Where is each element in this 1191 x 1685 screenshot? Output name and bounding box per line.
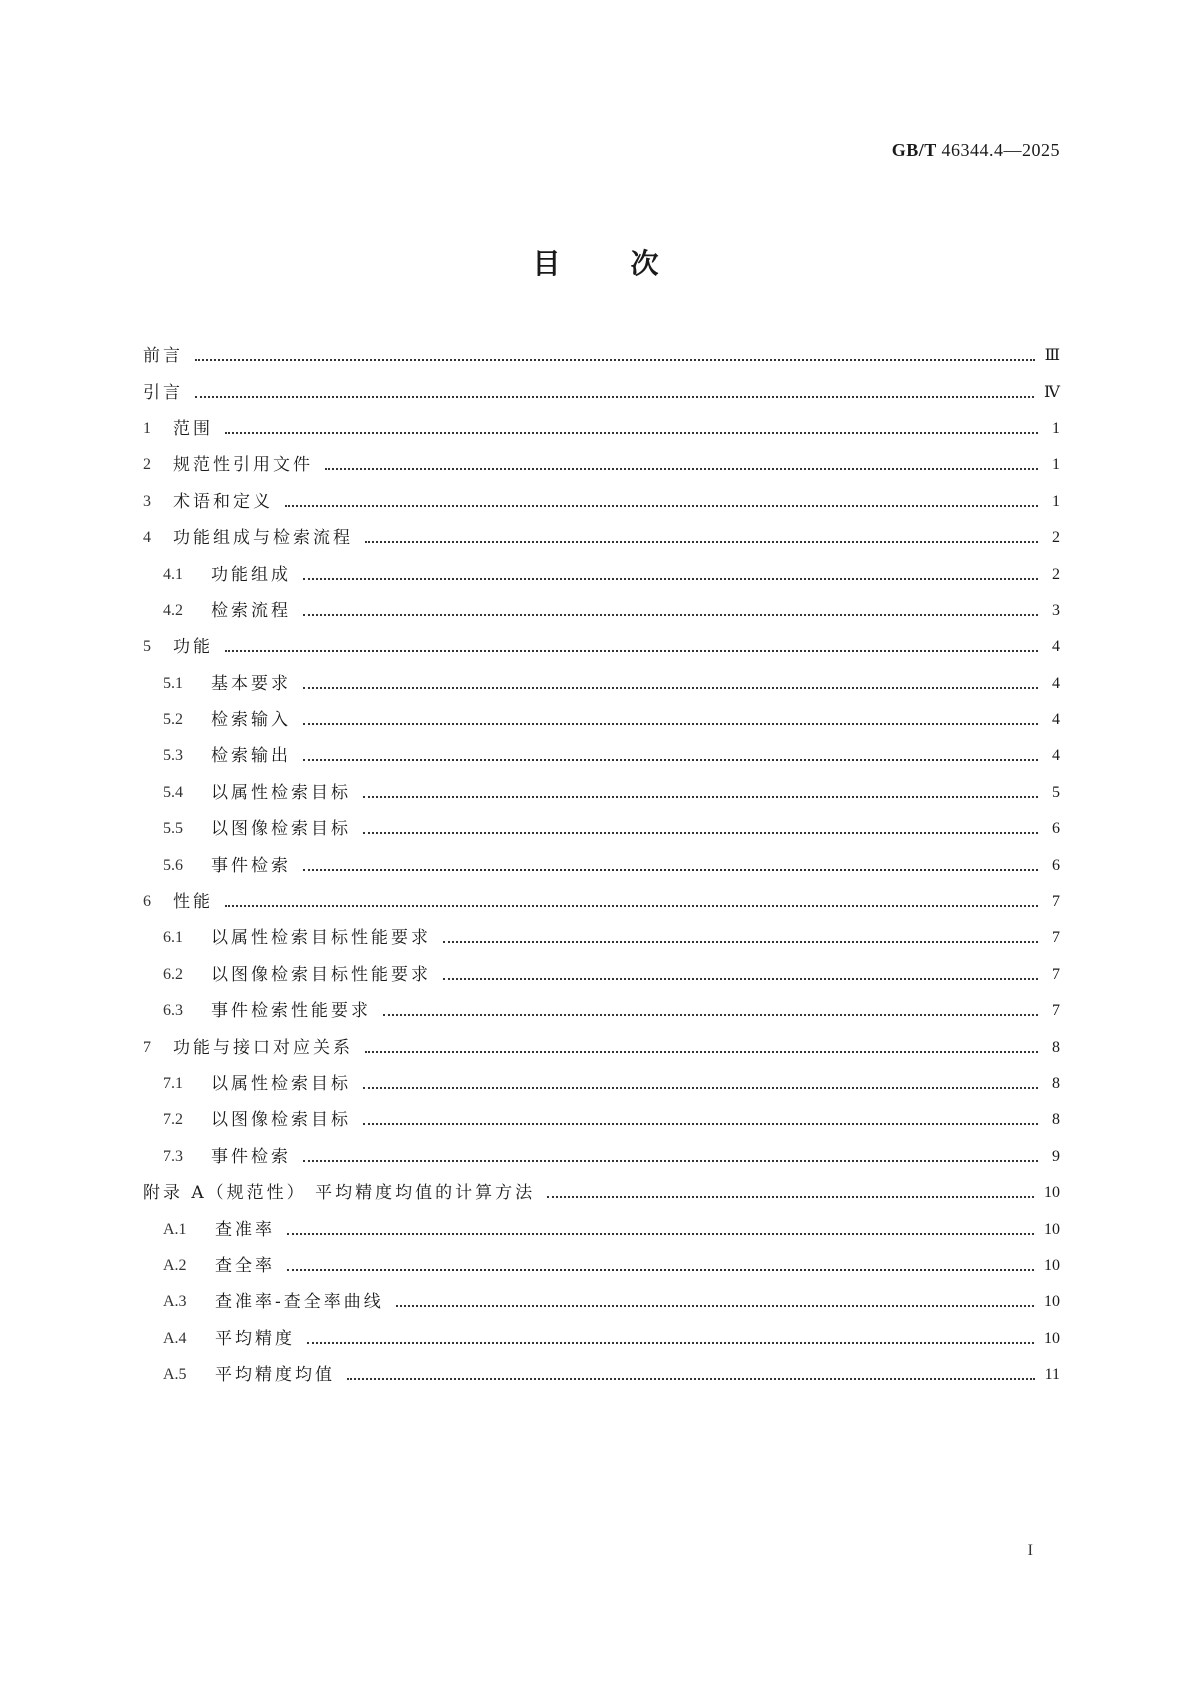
toc-entry-number: A.5 (163, 1366, 187, 1384)
table-of-contents (143, 338, 1060, 1393)
toc-entry-number: 3 (143, 492, 151, 510)
toc-entry-label: 查全率 (215, 1255, 275, 1276)
toc-leader-dots (303, 759, 1038, 761)
toc-leader-dots (396, 1305, 1034, 1307)
toc-leader-dots (303, 578, 1038, 580)
toc-entry[interactable] (143, 884, 1060, 920)
toc-entry[interactable] (143, 1321, 1060, 1357)
toc-entry-label: 以图像检索目标性能要求 (211, 964, 431, 985)
toc-leader-dots (363, 832, 1038, 834)
toc-entry[interactable] (143, 1357, 1060, 1393)
toc-entry-page: 4 (1052, 711, 1060, 729)
toc-entry-number: 4 (143, 529, 151, 547)
toc-entry-number: 6.1 (163, 929, 183, 947)
toc-leader-dots (363, 1087, 1038, 1089)
toc-entry[interactable] (143, 1029, 1060, 1065)
toc-leader-dots (287, 1269, 1034, 1271)
toc-entry-page: 11 (1044, 1366, 1060, 1384)
toc-entry-page: 5 (1052, 783, 1060, 801)
toc-entry-label: 检索输入 (211, 710, 291, 731)
toc-entry-label: 引言 (143, 382, 183, 403)
toc-leader-dots (307, 1342, 1034, 1344)
toc-entry-page: 7 (1052, 1002, 1060, 1020)
toc-leader-dots (195, 396, 1034, 398)
toc-entry-label: 基本要求 (211, 673, 291, 694)
toc-entry-label: 平均精度均值 (215, 1365, 335, 1386)
toc-entry-label: 范围 (173, 418, 213, 439)
toc-entry-label: 性能 (173, 892, 213, 913)
toc-entry-label: 查准率 (215, 1219, 275, 1240)
toc-entry[interactable] (143, 738, 1060, 774)
toc-entry-number: 1 (143, 419, 151, 437)
toc-leader-dots (303, 723, 1038, 725)
toc-entry-label: 检索输出 (211, 746, 291, 767)
toc-entry-page: 8 (1052, 1038, 1060, 1056)
toc-entry-page: 4 (1052, 638, 1060, 656)
toc-entry-page: 7 (1052, 893, 1060, 911)
toc-entry-page: 1 (1052, 456, 1060, 474)
toc-entry-number: 2 (143, 456, 151, 474)
toc-entry-page: 10 (1044, 1220, 1060, 1238)
toc-entry-label: 平均精度 (215, 1328, 295, 1349)
toc-entry-page: 1 (1052, 419, 1060, 437)
toc-entry-label: 事件检索 (211, 1146, 291, 1167)
toc-entry-page: 9 (1052, 1147, 1060, 1165)
toc-entry-page: 10 (1044, 1256, 1060, 1274)
toc-entry[interactable] (143, 920, 1060, 956)
toc-entry[interactable] (143, 702, 1060, 738)
toc-entry[interactable] (143, 1102, 1060, 1138)
toc-leader-dots (365, 541, 1038, 543)
toc-entry-label: 事件检索 (211, 855, 291, 876)
toc-entry[interactable] (143, 447, 1060, 483)
page-number: I (1027, 1542, 1033, 1559)
toc-leader-dots (225, 905, 1038, 907)
toc-entry-label: 功能组成 (211, 564, 291, 585)
toc-entry-label: 检索流程 (211, 600, 291, 621)
toc-entry-number: A.1 (163, 1220, 187, 1238)
document-number: 46344.4—2025 (941, 140, 1060, 160)
toc-entry[interactable] (143, 484, 1060, 520)
toc-entry-number: 6.3 (163, 1002, 183, 1020)
toc-leader-dots (443, 941, 1038, 943)
toc-entry[interactable] (143, 556, 1060, 592)
toc-entry-number: A.2 (163, 1256, 187, 1274)
toc-entry-label: 功能与接口对应关系 (173, 1037, 353, 1058)
toc-entry-label: 术语和定义 (173, 491, 273, 512)
toc-leader-dots (285, 505, 1038, 507)
toc-leader-dots (195, 359, 1035, 361)
toc-entry[interactable] (143, 374, 1060, 410)
toc-entry-number: 5.5 (163, 820, 183, 838)
toc-entry-number: 5.3 (163, 747, 183, 765)
toc-entry[interactable] (143, 1175, 1060, 1211)
toc-entry-label: 以属性检索目标 (211, 782, 351, 803)
toc-leader-dots (225, 432, 1038, 434)
toc-entry-page: Ⅳ (1044, 383, 1060, 401)
toc-entry-number: 7.2 (163, 1111, 183, 1129)
toc-entry-label: 以图像检索目标 (211, 1110, 351, 1131)
toc-leader-dots (287, 1233, 1034, 1235)
toc-entry-number: 5.2 (163, 711, 183, 729)
toc-entry[interactable] (143, 666, 1060, 702)
toc-leader-dots (443, 978, 1038, 980)
toc-entry-label: 事件检索性能要求 (211, 1001, 371, 1022)
toc-entry[interactable] (143, 1211, 1060, 1247)
toc-title: 目次 (532, 247, 729, 280)
toc-entry-label: 查准率-查全率曲线 (215, 1292, 384, 1313)
toc-leader-dots (303, 869, 1038, 871)
toc-leader-dots (303, 687, 1038, 689)
toc-leader-dots (225, 650, 1038, 652)
toc-entry-page: 10 (1044, 1184, 1060, 1202)
toc-entry[interactable] (143, 957, 1060, 993)
toc-entry-label: 以属性检索目标性能要求 (211, 928, 431, 949)
toc-entry-page: 4 (1052, 747, 1060, 765)
document-code-prefix: GB/T (891, 140, 937, 160)
toc-entry-page: 6 (1052, 856, 1060, 874)
document-code (892, 140, 1060, 161)
toc-entry-number: 7.1 (163, 1075, 183, 1092)
toc-entry-number: 7 (143, 1038, 151, 1056)
toc-entry[interactable] (143, 1066, 1060, 1102)
toc-leader-dots (383, 1014, 1038, 1016)
toc-entry-page: 8 (1052, 1111, 1060, 1129)
toc-leader-dots (365, 1051, 1038, 1053)
toc-entry-page: 4 (1052, 674, 1060, 692)
toc-entry-page: Ⅲ (1044, 347, 1060, 365)
toc-entry-page: 1 (1052, 492, 1060, 510)
toc-entry-page: 2 (1052, 529, 1060, 547)
toc-entry-label: 附录 A（规范性） 平均精度均值的计算方法 (143, 1183, 536, 1204)
toc-leader-dots (363, 1123, 1038, 1125)
toc-entry-page: 7 (1052, 965, 1060, 983)
toc-entry[interactable] (143, 411, 1060, 447)
toc-entry-number: 7.3 (163, 1147, 183, 1165)
toc-entry[interactable] (143, 847, 1060, 883)
toc-entry-page: 10 (1044, 1293, 1060, 1311)
toc-entry[interactable] (143, 338, 1060, 374)
toc-entry-label: 前言 (143, 346, 183, 367)
toc-entry-number: 4.1 (163, 565, 183, 583)
toc-entry-page: 3 (1052, 601, 1060, 619)
toc-entry[interactable] (143, 993, 1060, 1029)
toc-entry[interactable] (143, 1248, 1060, 1284)
toc-entry-label: 规范性引用文件 (173, 455, 313, 476)
toc-leader-dots (363, 796, 1038, 798)
toc-entry-page: 6 (1052, 820, 1060, 838)
toc-entry-page: 10 (1044, 1329, 1060, 1347)
toc-entry-page: 7 (1052, 929, 1060, 947)
toc-entry-number: 6.2 (163, 965, 183, 983)
toc-entry[interactable] (143, 1284, 1060, 1320)
toc-entry-number: 5.1 (163, 674, 183, 692)
toc-leader-dots (325, 468, 1038, 470)
toc-entry[interactable] (143, 520, 1060, 556)
toc-entry-page: 8 (1052, 1075, 1060, 1092)
toc-entry-label: 功能组成与检索流程 (173, 528, 353, 549)
toc-entry[interactable] (143, 593, 1060, 629)
toc-entry-number: A.4 (163, 1329, 187, 1347)
toc-entry-page: 2 (1052, 565, 1060, 583)
toc-entry-number: 6 (143, 893, 151, 911)
toc-entry-label: 功能 (173, 637, 213, 658)
toc-entry[interactable] (143, 775, 1060, 811)
toc-leader-dots (347, 1378, 1035, 1380)
toc-entry[interactable] (143, 811, 1060, 847)
toc-leader-dots (303, 1160, 1038, 1162)
toc-leader-dots (303, 614, 1038, 616)
toc-entry-number: 5.4 (163, 783, 183, 801)
toc-leader-dots (547, 1196, 1034, 1198)
toc-entry-number: 4.2 (163, 601, 183, 619)
toc-entry[interactable] (143, 629, 1060, 665)
toc-entry-number: 5.6 (163, 856, 183, 874)
toc-entry-label: 以属性检索目标 (211, 1074, 351, 1094)
toc-entry-number: A.3 (163, 1293, 187, 1311)
toc-entry-number: 5 (143, 638, 151, 656)
toc-entry-label: 以图像检索目标 (211, 819, 351, 840)
toc-entry[interactable] (143, 1139, 1060, 1175)
